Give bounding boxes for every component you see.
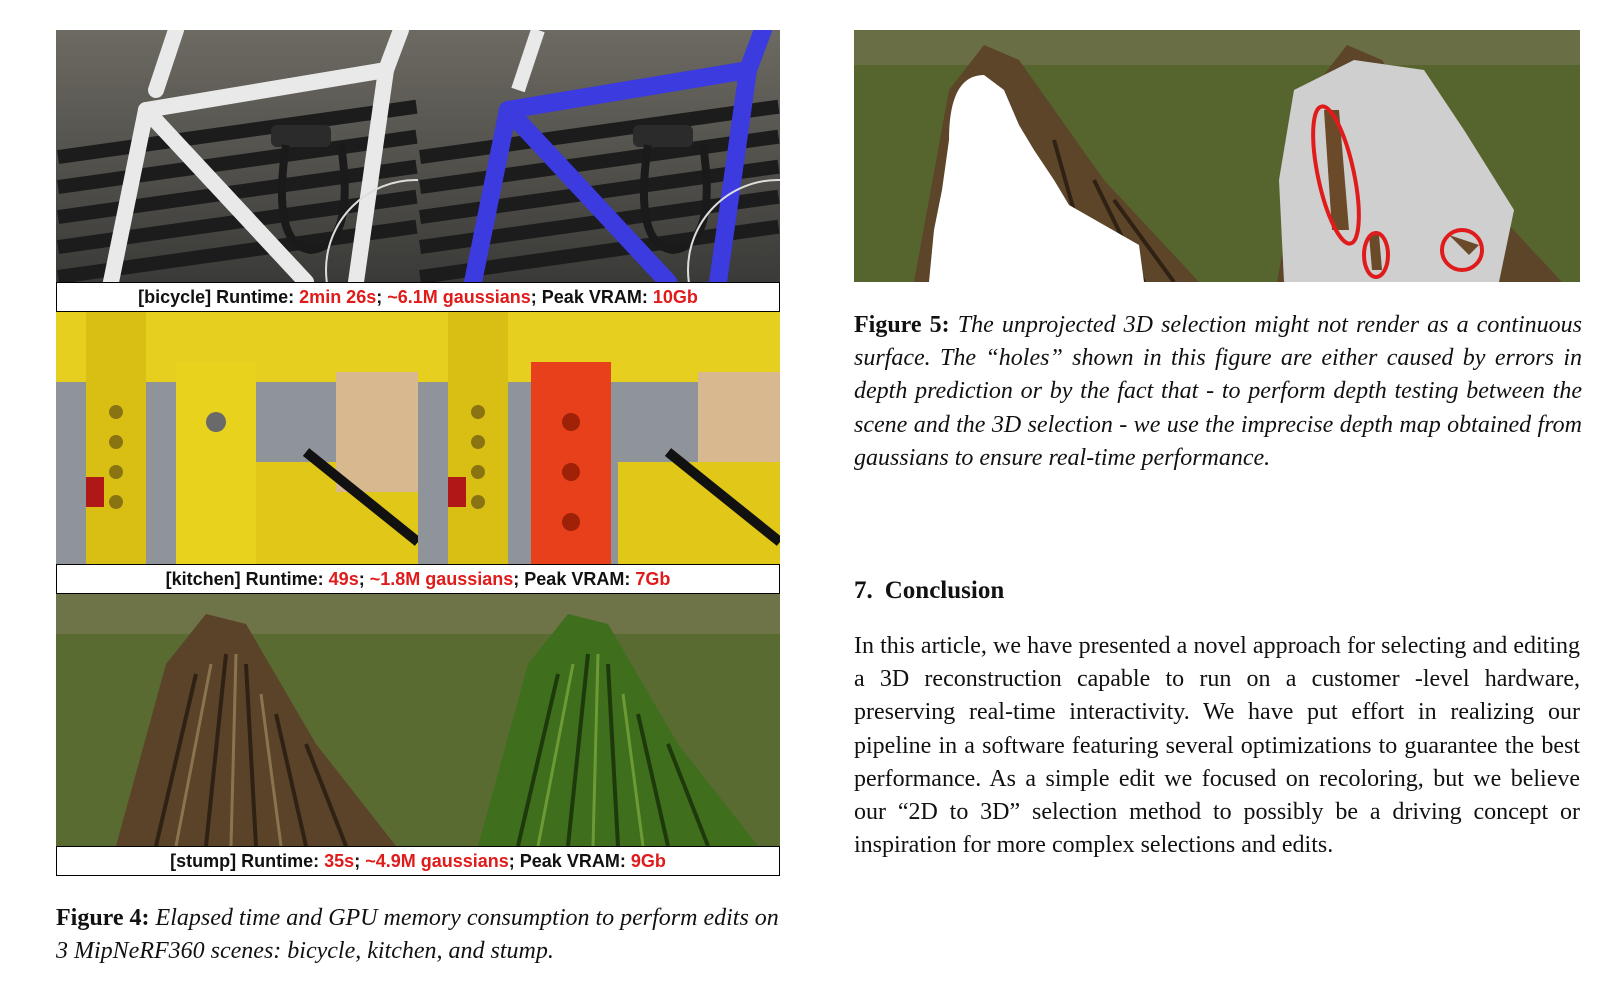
separator: ; <box>354 851 366 871</box>
scene-label: [kitchen] Runtime: <box>165 569 329 589</box>
figure-5-caption <box>854 309 1582 475</box>
section-number: 7. <box>854 577 873 604</box>
scene-label: [stump] Runtime: <box>170 851 325 871</box>
vram-value: 7Gb <box>635 569 671 589</box>
vram-value: 9Gb <box>630 851 666 871</box>
separator: ; <box>376 287 388 307</box>
conclusion-paragraph: In this article, we have presented a novel approach for selecting and editing a 3D reconstruction capable to run on a customer -level hardware, preserving real-time interactivity. We have put effort in realizing our pipeline in a software featuring several optimizations to guarantee the best performance. As a simple edit we focused on recoloring, but we believe our “2D to 3D” selection method to possibly be a driving concept or inspiration for more complex selections and edits. <box>854 633 1580 859</box>
section-title: Conclusion <box>884 577 1005 604</box>
bicycle-image-pair <box>56 30 780 282</box>
runtime-value: 2min 26s <box>299 287 377 307</box>
gaussians-value: ~6.1M gaussians <box>387 287 531 307</box>
section-heading <box>854 577 1004 605</box>
figure-5-label: Figure 5: <box>854 312 950 338</box>
figure-4-text: Elapsed time and GPU memory consumption to perform edits on 3 MipNeRF360 scenes: bicycle, kitchen, and stump. <box>56 905 779 964</box>
gaussians-value: ~1.8M gaussians <box>369 569 514 589</box>
figure-4 <box>56 30 780 876</box>
figure-5 <box>854 30 1580 282</box>
vram-label: ; Peak VRAM: <box>508 851 631 871</box>
stump-photo <box>56 594 780 846</box>
scene-label: [bicycle] Runtime: <box>138 287 300 307</box>
stump-stats-caption <box>56 846 780 876</box>
bicycle-stats-caption <box>56 282 780 312</box>
vram-label: ; Peak VRAM: <box>530 287 653 307</box>
kitchen-photo <box>56 312 780 564</box>
separator: ; <box>358 569 370 589</box>
figure-4-label: Figure 4: <box>56 905 150 931</box>
figure-4-caption <box>56 902 786 968</box>
gaussians-value: ~4.9M gaussians <box>365 851 509 871</box>
vram-label: ; Peak VRAM: <box>513 569 636 589</box>
kitchen-stats-caption <box>56 564 780 594</box>
runtime-value: 35s <box>324 851 355 871</box>
runtime-value: 49s <box>328 569 359 589</box>
bicycle-photo <box>56 30 780 282</box>
stump-selection-photo <box>854 30 1580 282</box>
vram-value: 10Gb <box>652 287 698 307</box>
figure-5-text: The unprojected 3D selection might not render as a continuous surface. The “holes” shown in this figure are either caused by errors in depth prediction or by the fact that - to perform depth testing between the scene and the 3D selection - we use the imprecise depth map obtained from gaussians to ensure real-time performance. <box>854 312 1582 471</box>
stump-image-pair <box>56 594 780 846</box>
kitchen-image-pair <box>56 312 780 564</box>
